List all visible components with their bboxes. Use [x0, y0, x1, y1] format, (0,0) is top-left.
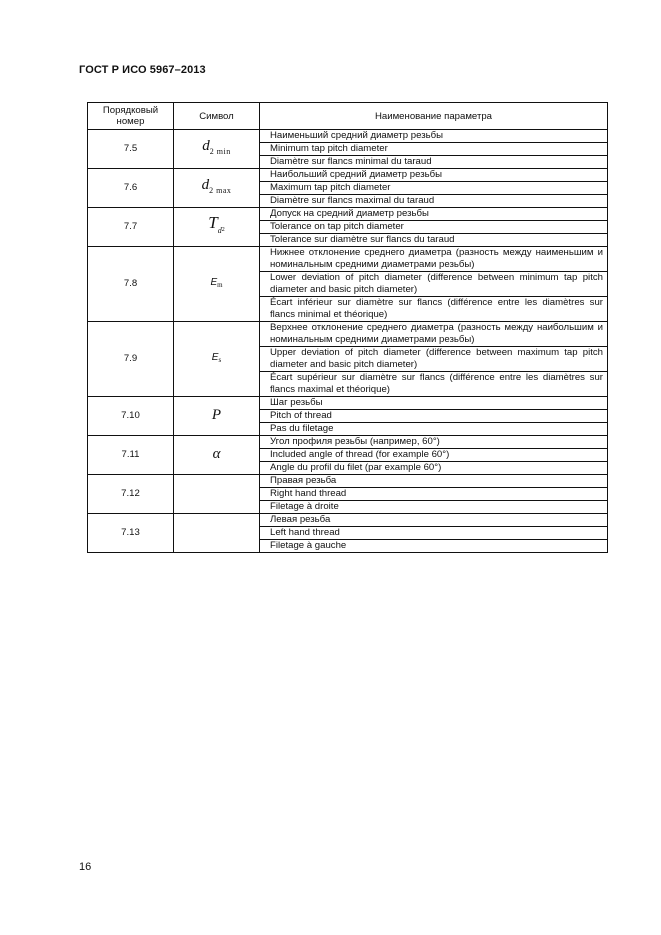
symbol-main: d — [202, 138, 210, 154]
parameter-name-fr: Angle du profil du filet (par example 60°) — [260, 462, 608, 475]
parameter-name-en: Upper deviation of pitch diameter (difference between maximum tap pitch diameter and basic pitch diameter) — [260, 347, 608, 372]
table-row — [88, 169, 608, 182]
table-header-row — [88, 103, 608, 130]
row-number: 7.7 — [88, 208, 174, 247]
parameter-name-ru: Правая резьба — [260, 475, 608, 488]
parameter-name-fr: Écart inférieur sur diamètre sur flancs (différence entre les diamètres sur flancs minimal et théorique) — [260, 297, 608, 322]
symbol-subscript: 2 max — [209, 186, 232, 195]
row-symbol — [174, 208, 260, 247]
parameter-name-en: Maximum tap pitch diameter — [260, 182, 608, 195]
parameter-name-en: Included angle of thread (for example 60°) — [260, 449, 608, 462]
table-row — [88, 208, 608, 221]
parameter-name-en: Pitch of thread — [260, 410, 608, 423]
row-number: 7.5 — [88, 130, 174, 169]
symbol-main: d — [201, 177, 210, 193]
symbol-subscript: d — [217, 226, 222, 235]
row-number: 7.11 — [88, 436, 174, 475]
table-row — [88, 436, 608, 449]
parameter-name-ru: Угол профиля резьбы (например, 60°) — [260, 436, 608, 449]
symbol-subscript: s — [218, 356, 222, 364]
parameter-name-en: Minimum tap pitch diameter — [260, 143, 608, 156]
row-symbol — [174, 436, 260, 475]
row-symbol — [174, 130, 260, 169]
parameter-name-ru: Нижнее отклонение среднего диаметра (разность между наименьшим и номинальным средними диаметрами резьбы) — [260, 247, 608, 272]
symbol-main: E — [210, 277, 218, 288]
table-row — [88, 475, 608, 488]
parameter-name-en: Left hand thread — [260, 527, 608, 540]
page-number: 16 — [79, 861, 92, 873]
row-number: 7.12 — [88, 475, 174, 514]
parameter-name-fr: Écart supérieur sur diamètre sur flancs (différence entre les diamètres sur flancs maximal et théorique) — [260, 372, 608, 397]
parameter-name-fr: Filetage à gauche — [260, 540, 608, 553]
parameter-name-ru: Левая резьба — [260, 514, 608, 527]
parameter-name-fr: Tolerance sur diamètre sur flancs du taraud — [260, 234, 608, 247]
column-header-name: Наименование параметра — [260, 103, 608, 130]
row-number: 7.13 — [88, 514, 174, 553]
row-symbol — [174, 247, 260, 322]
row-symbol — [174, 475, 260, 514]
symbol-subscript: 2 min — [209, 147, 231, 156]
table-row — [88, 247, 608, 272]
row-number: 7.9 — [88, 322, 174, 397]
table-row — [88, 322, 608, 347]
parameters-table — [87, 102, 608, 553]
symbol-main: T — [208, 213, 218, 232]
symbol-main: P — [211, 407, 222, 423]
parameter-name-ru: Шаг резьбы — [260, 397, 608, 410]
row-symbol — [174, 397, 260, 436]
parameter-name-ru: Верхнее отклонение среднего диаметра (разность между наибольшим и номинальным средними диаметрами резьбы) — [260, 322, 608, 347]
column-header-number: Порядковый номер — [88, 103, 174, 130]
parameter-name-ru: Наименьший средний диаметр резьбы — [260, 130, 608, 143]
parameter-name-fr: Pas du filetage — [260, 423, 608, 436]
symbol-main: E — [211, 352, 219, 363]
parameter-name-fr: Filetage à droite — [260, 501, 608, 514]
parameter-name-en: Tolerance on tap pitch diameter — [260, 221, 608, 234]
row-symbol — [174, 514, 260, 553]
row-number: 7.6 — [88, 169, 174, 208]
document-header: ГОСТ Р ИСО 5967–2013 — [79, 64, 206, 76]
parameter-name-fr: Diamètre sur flancs minimal du taraud — [260, 156, 608, 169]
symbol-subscript: m — [217, 281, 223, 289]
column-header-symbol: Символ — [174, 103, 260, 130]
parameter-name-en: Lower deviation of pitch diameter (difference between minimum tap pitch diameter and basic pitch diameter) — [260, 272, 608, 297]
row-symbol — [174, 169, 260, 208]
table-row — [88, 397, 608, 410]
parameter-name-en: Right hand thread — [260, 488, 608, 501]
row-number: 7.8 — [88, 247, 174, 322]
row-number: 7.10 — [88, 397, 174, 436]
parameter-name-ru: Допуск на средний диаметр резьбы — [260, 208, 608, 221]
table-row — [88, 514, 608, 527]
parameter-name-fr: Diamètre sur flancs maximal du taraud — [260, 195, 608, 208]
row-symbol — [174, 322, 260, 397]
symbol-subscript-index: 2 — [221, 227, 225, 233]
symbol-main: α — [212, 446, 221, 462]
table-row — [88, 130, 608, 143]
parameter-name-ru: Наибольший средний диаметр резьбы — [260, 169, 608, 182]
